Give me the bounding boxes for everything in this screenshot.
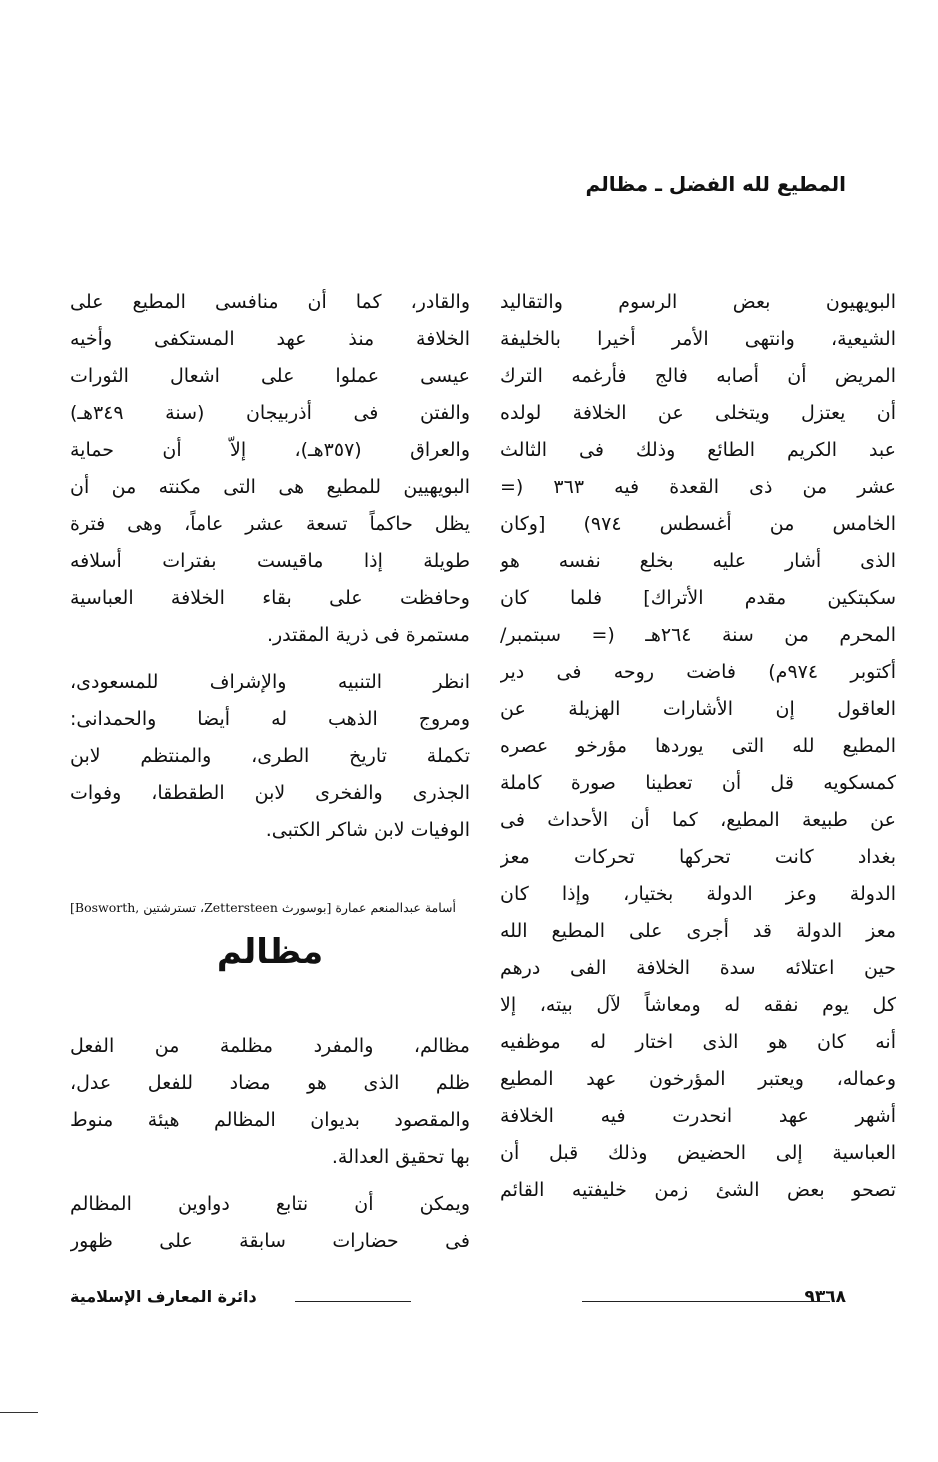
text-line: والعراق (٣٥٧هـ)، إلاّ أن حماية (70, 439, 470, 461)
text-line: أكتوبر ٩٧٤م) فاضت روحه فى دير (500, 661, 896, 683)
text-line: العاقول إن الأشارات الهزيلة عن (500, 698, 896, 720)
footer-rule-left (295, 1301, 411, 1302)
text-line: عشر من ذى القعدة فيه ٣٦٣ (= (500, 476, 896, 498)
scan-artifact-line (0, 1412, 38, 1413)
text-line: المطيع لله التى يوردها مؤرخو عصره (500, 735, 896, 757)
text-line: عن طبيعة المطيع، كما أن الأحداث فى (500, 809, 896, 831)
text-line: كمسكويه قل أن تعطينا صورة كاملة (500, 772, 896, 794)
text-line: حين اعتلائه سدة الخلافة الفى درهم (500, 957, 896, 979)
text-line: عبد الكريم الطائع وذلك فى الثالث (500, 439, 896, 461)
left-column-bottom (70, 1028, 470, 1260)
text-line: عيسى عملوا على اشعال الثورات (70, 365, 470, 387)
text-line: انظر التنبيه والإشراف للمسعودى، (70, 671, 470, 693)
text-line: الجذرى والفخرى لابن الطقطقا، وفوات (70, 782, 470, 804)
text-line: وحافظت على بقاء الخلافة العباسية (70, 587, 470, 609)
text-line: البويهيين للمطيع هى التى مكنته من أن (70, 476, 470, 498)
text-line: الخامس من أغسطس ٩٧٤) [وكان (500, 513, 896, 535)
text-line: بغداد كانت تحركها تحركات معز (500, 846, 896, 868)
text-line: كل يوم نفقه له ومعاشاً لآل بيته، إلا (500, 994, 896, 1016)
text-line: أشهر عهد انحدرت فيه الخلافة (500, 1105, 896, 1127)
publication-title: دائرة المعارف الإسلامية (70, 1287, 257, 1306)
text-line: أنه كان هو الذى اختار له موظفيه (500, 1031, 896, 1053)
text-line: سكبتكين مقدم الأتراك] فلما كان (500, 587, 896, 609)
text-line: والفتن فى أذربيجان (سنة ٣٤٩هـ) (70, 402, 470, 424)
text-line: الخلافة منذ عهد المستكفى وأخيه (70, 328, 470, 350)
text-line: يظل حاكماً تسعة عشر عاماً، وهى فترة (70, 513, 470, 535)
text-line: ويمكن أن نتابع دواوين المظالم (70, 1193, 470, 1215)
text-line: بها تحقيق العدالة. (331, 1146, 470, 1168)
text-line: والمقصود بديوان المظالم هيئة منوط (70, 1109, 470, 1131)
page-number: ٩٣٦٨ (804, 1287, 846, 1307)
text-line: فى حضارات سابقة على ظهور (70, 1230, 470, 1252)
article-title: مظالم (216, 932, 324, 972)
text-line: مظالم، والمفرد مظلمة من الفعل (70, 1035, 470, 1057)
text-line: تصحو بعض الشئ زمن خليفتيه القائم (500, 1179, 896, 1201)
right-column (500, 284, 896, 1209)
text-line: الذى أشار عليه بخلع نفسه هو (500, 550, 896, 572)
text-line: مستمرة فى ذرية المقتدر. (266, 624, 470, 646)
text-line: المريض أن أصابه فالج فأرغمه الترك (500, 365, 896, 387)
text-line: الدولة وعز الدولة بختيار، وإذا كان (500, 883, 896, 905)
text-line: والقادر، كما أن منافسى المطيع على (70, 291, 470, 313)
text-line: وعماله، ويعتبر المؤرخون عهد المطيع (500, 1068, 896, 1090)
text-line: ظلم الذى هو مضاد للفعل عدل، (70, 1072, 470, 1094)
left-column-top (70, 284, 470, 849)
text-line: العباسية إلى الحضيض وذلك قبل أن (500, 1142, 896, 1164)
text-line: أن يعتزل ويتخلى عن الخلافة لولده (500, 402, 896, 424)
text-line: الشيعية، وانتهى الأمر أخيرا بالخليفة (500, 328, 896, 350)
text-line: تكملة تاريخ الطرى، والمنتظم لابن (70, 745, 470, 767)
text-line: معز الدولة قد أجرى على المطيع الله (500, 920, 896, 942)
author-attribution: أسامة عبدالمنعم عمارة [بوسورث Zettersteen، تسترشتين ,Bosworth] (70, 900, 456, 915)
running-header: المطيع لله الفضل ـ مظالم (585, 172, 846, 196)
text-line: طويلة إذا ماقيست بفترات أسلافه (70, 550, 470, 572)
text-line: ومروج الذهب له أيضا والحمدانى: (70, 708, 470, 730)
footer-rule-right (582, 1301, 830, 1302)
text-line: البويهيون بعض الرسوم والتقاليد (500, 291, 896, 313)
text-line: المحرم من سنة ٢٦٤هـ (= سبتمبر/ (500, 624, 896, 646)
text-line: الوفيات لابن شاكر الكتبى. (265, 819, 470, 841)
